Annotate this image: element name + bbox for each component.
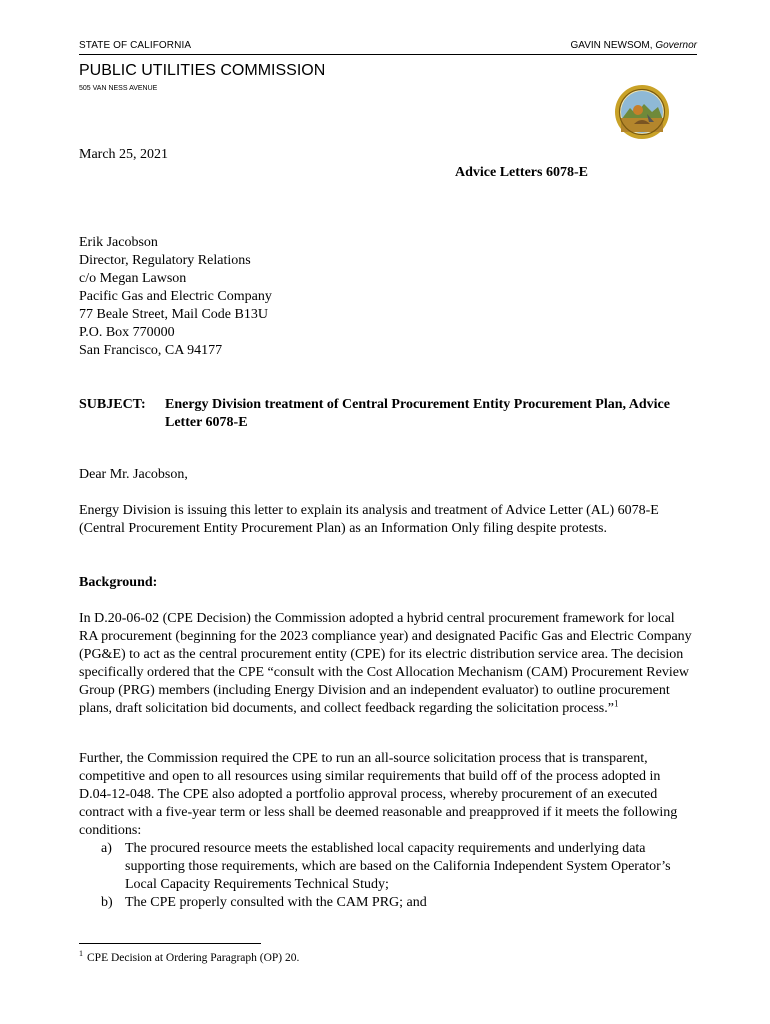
recipient-line: c/o Megan Lawson — [79, 271, 187, 286]
further-paragraph: Further, the Commission required the CPE to run an all-source solicitation process that is transparent, competitive and open to all resources using similar requirements that build off of the process adopted in D.04-12-048. The CPE also adopted a portfolio approval process, whereby procurement of an executed contract with a five-year term or less shall be deemed reasonable and preapproved if it meets the following conditions: — [79, 751, 678, 838]
list-item — [79, 894, 693, 912]
advice-letter-reference: Advice Letters 6078-E — [455, 165, 588, 180]
subject-label: SUBJECT: — [79, 397, 146, 412]
list-item-text: The procured resource meets the established local capacity requirements and underlying data supporting those requirements, which are based on the California Independent System Operator’s Local Capacity Requirements Technical Study; — [125, 841, 671, 892]
salutation: Dear Mr. Jacobson, — [79, 467, 188, 482]
list-item-text: The CPE properly consulted with the CAM PRG; and — [125, 895, 427, 910]
state-label: STATE OF CALIFORNIA — [79, 40, 192, 51]
recipient-line: Erik Jacobson — [79, 235, 158, 250]
header-divider — [79, 54, 697, 55]
recipient-address-block — [79, 234, 272, 360]
footnote-divider — [79, 943, 261, 944]
governor-name: GAVIN NEWSOM, — [570, 40, 653, 51]
subject-text: Energy Division treatment of Central Procurement Entity Procurement Plan, Advice Letter 6078-E — [165, 397, 670, 430]
california-state-seal-icon — [614, 84, 670, 140]
intro-paragraph: Energy Division is issuing this letter to explain its analysis and treatment of Advice Letter (AL) 6078-E (Central Procurement Entity Procurement Plan) as an Information Only filing despite protests. — [79, 503, 659, 536]
recipient-line: San Francisco, CA 94177 — [79, 343, 223, 358]
background-text: In D.20-06-02 (CPE Decision) the Commission adopted a hybrid central procurement framework for local RA procurement (beginning for the 2023 compliance year) and designated Pacific Gas and Electric Company (PG&E) to act as the central procurement entity (CPE) for its electric distribution service area. The decision specifically ordered that the CPE “consult with the Cost Allocation Mechanism (CAM) Procurement Review Group (PRG) members (including Energy Division and an independent evaluator) to outline procurement plans, draft solicitation bid documents, and collect feedback regarding the solicitation process.” — [79, 611, 692, 716]
recipient-line: Director, Regulatory Relations — [79, 253, 251, 268]
footnote — [79, 951, 299, 965]
recipient-line: 77 Beale Street, Mail Code B13U — [79, 307, 268, 322]
agency-address: 505 VAN NESS AVENUE — [79, 85, 158, 92]
background-paragraph — [79, 610, 693, 718]
governor-line — [570, 40, 697, 51]
footnote-number: 1 — [79, 949, 83, 959]
agency-name: PUBLIC UTILITIES COMMISSION — [79, 62, 326, 79]
governor-title: Governor — [655, 40, 697, 51]
background-heading: Background: — [79, 575, 158, 590]
footnote-text: CPE Decision at Ordering Paragraph (OP) 20. — [87, 952, 300, 964]
recipient-line: P.O. Box 770000 — [79, 325, 175, 340]
footnote-reference: 1 — [613, 698, 619, 709]
list-marker: a) — [101, 841, 112, 856]
recipient-line: Pacific Gas and Electric Company — [79, 289, 272, 304]
list-item — [79, 840, 693, 894]
conditions-list — [79, 840, 693, 912]
letter-date: March 25, 2021 — [79, 147, 169, 162]
list-marker: b) — [101, 895, 113, 910]
